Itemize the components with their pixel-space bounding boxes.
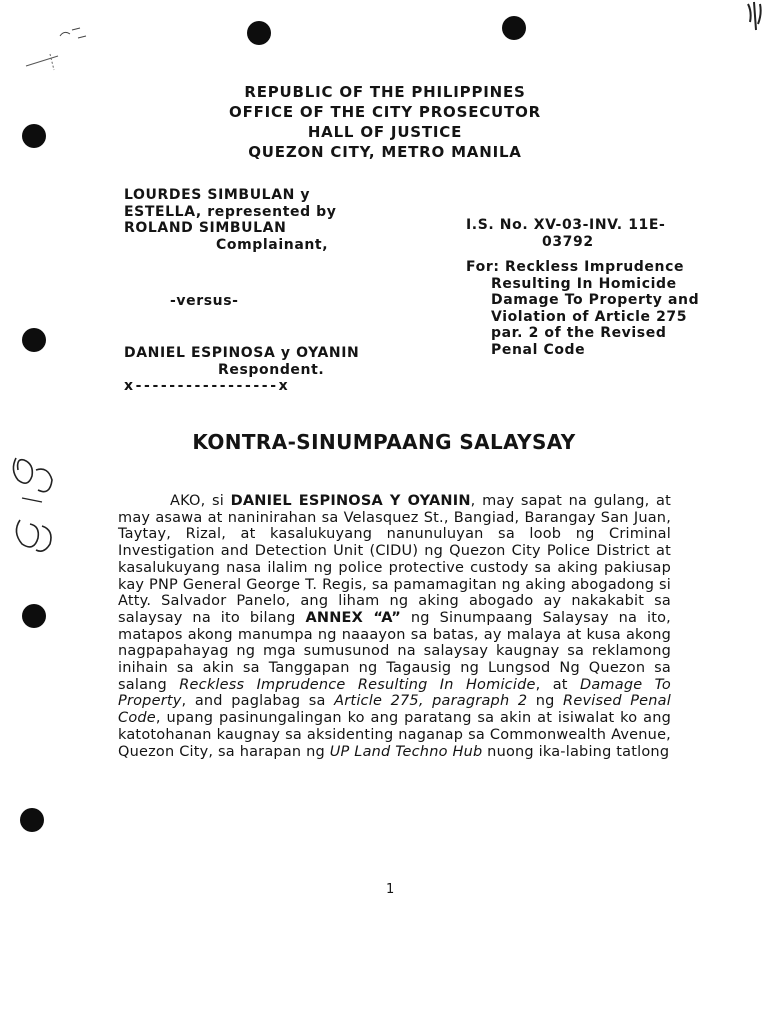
punch-hole bbox=[22, 124, 46, 148]
body-text: , upang pasinungalingan ko ang paratang sa akin at isiwalat ko ang katotohanan kaugnay sa aksidenting naganap sa Commonwealth Avenue, Quezon City, sa harapan ng bbox=[118, 710, 671, 760]
body-text: ng Sinumpaang Salaysay na ito, matapos akong manumpa ng naaayon sa batas, ay malaya at kusa akong nagpapahayag ng mga sumusunod na salaysay kaugnay sa reklamong inihain sa akin sa Tanggapan ng Tagausig ng Lungsod Ng Quezon sa salang bbox=[118, 609, 671, 693]
body-text: AKO, si bbox=[170, 493, 231, 509]
charge-line: Violation of Article 275 bbox=[491, 308, 688, 325]
charges-block bbox=[466, 259, 736, 358]
law-reference: Revised Penal Code bbox=[118, 693, 671, 727]
punch-hole bbox=[502, 16, 526, 40]
document-title: KONTRA-SINUMPAANG SALAYSAY bbox=[192, 430, 576, 454]
punch-hole bbox=[20, 808, 44, 832]
punch-hole bbox=[247, 21, 271, 45]
location-reference: UP Land Techno Hub bbox=[329, 743, 483, 760]
law-reference: Article 275, paragraph 2 bbox=[334, 693, 528, 710]
charge-line: For: Reckless Imprudence bbox=[466, 259, 685, 275]
complainant-name: ESTELLA, represented by bbox=[124, 203, 337, 220]
corner-pen-mark bbox=[20, 16, 100, 76]
versus-label: -versus- bbox=[170, 293, 239, 309]
complainant-block bbox=[124, 187, 424, 253]
body-text: nuong ika-labing tatlong bbox=[482, 743, 670, 760]
complainant-name: LOURDES SIMBULAN y bbox=[124, 187, 311, 203]
edge-pen-mark bbox=[740, 0, 768, 48]
document-header bbox=[200, 82, 570, 162]
complainant-representative: ROLAND SIMBULAN bbox=[124, 220, 287, 236]
charge-line: par. 2 of the Revised bbox=[491, 325, 667, 341]
caption-separator: x-----------------x bbox=[124, 378, 291, 394]
respondent-label: Respondent. bbox=[218, 362, 325, 378]
body-text: , may sapat na gulang, at may asawa at naninirahan sa Velasquez St., Bangiad, Barangay San Juan, Taytay, Rizal, at kasalukuyang nanunuluyan sa loob ng Criminal Investigation and Detection Unit (CIDU) ng Quezon City Police District at kasalukuyang nasa ilalim ng police protective custody sa aking pakiusap kay PNP General George T. Regis, sa pamamagitan ng aking abogadong si Atty. Salvador Panelo, ang liham ng aking abogado ay nakakabit sa salaysay na ito bilang bbox=[118, 493, 672, 626]
case-info-block bbox=[466, 217, 736, 358]
handwritten-margin-mark bbox=[2, 440, 64, 570]
header-line: OFFICE OF THE CITY PROSECUTOR bbox=[229, 103, 541, 121]
page-number: 1 bbox=[386, 882, 395, 897]
case-number: 03792 bbox=[542, 233, 594, 250]
respondent-block bbox=[124, 345, 359, 379]
charge-line: Resulting In Homicide bbox=[491, 275, 677, 292]
body-text: , at bbox=[535, 676, 580, 693]
body-text: ng bbox=[527, 693, 564, 710]
charge-line: Penal Code bbox=[491, 341, 586, 358]
complainant-label: Complainant, bbox=[216, 236, 329, 253]
charge-line: Damage To Property and bbox=[491, 292, 700, 308]
affidavit-paragraph bbox=[118, 493, 671, 760]
header-line: HALL OF JUSTICE bbox=[307, 123, 463, 141]
case-number: I.S. No. XV-03-INV. 11E- bbox=[466, 217, 666, 233]
header-line: QUEZON CITY, METRO MANILA bbox=[248, 143, 522, 161]
punch-hole bbox=[22, 604, 46, 628]
respondent-name: DANIEL ESPINOSA y OYANIN bbox=[124, 345, 360, 361]
punch-hole bbox=[22, 328, 46, 352]
body-text: , and paglabag sa bbox=[181, 693, 335, 710]
affiant-name: DANIEL ESPINOSA Y OYANIN bbox=[230, 493, 471, 509]
annex-reference: ANNEX “A” bbox=[305, 609, 402, 626]
header-line: REPUBLIC OF THE PHILIPPINES bbox=[244, 83, 526, 101]
charge-reference: Reckless Imprudence Resulting In Homicide bbox=[179, 676, 536, 693]
charge-reference: Damage To Property bbox=[118, 676, 671, 710]
